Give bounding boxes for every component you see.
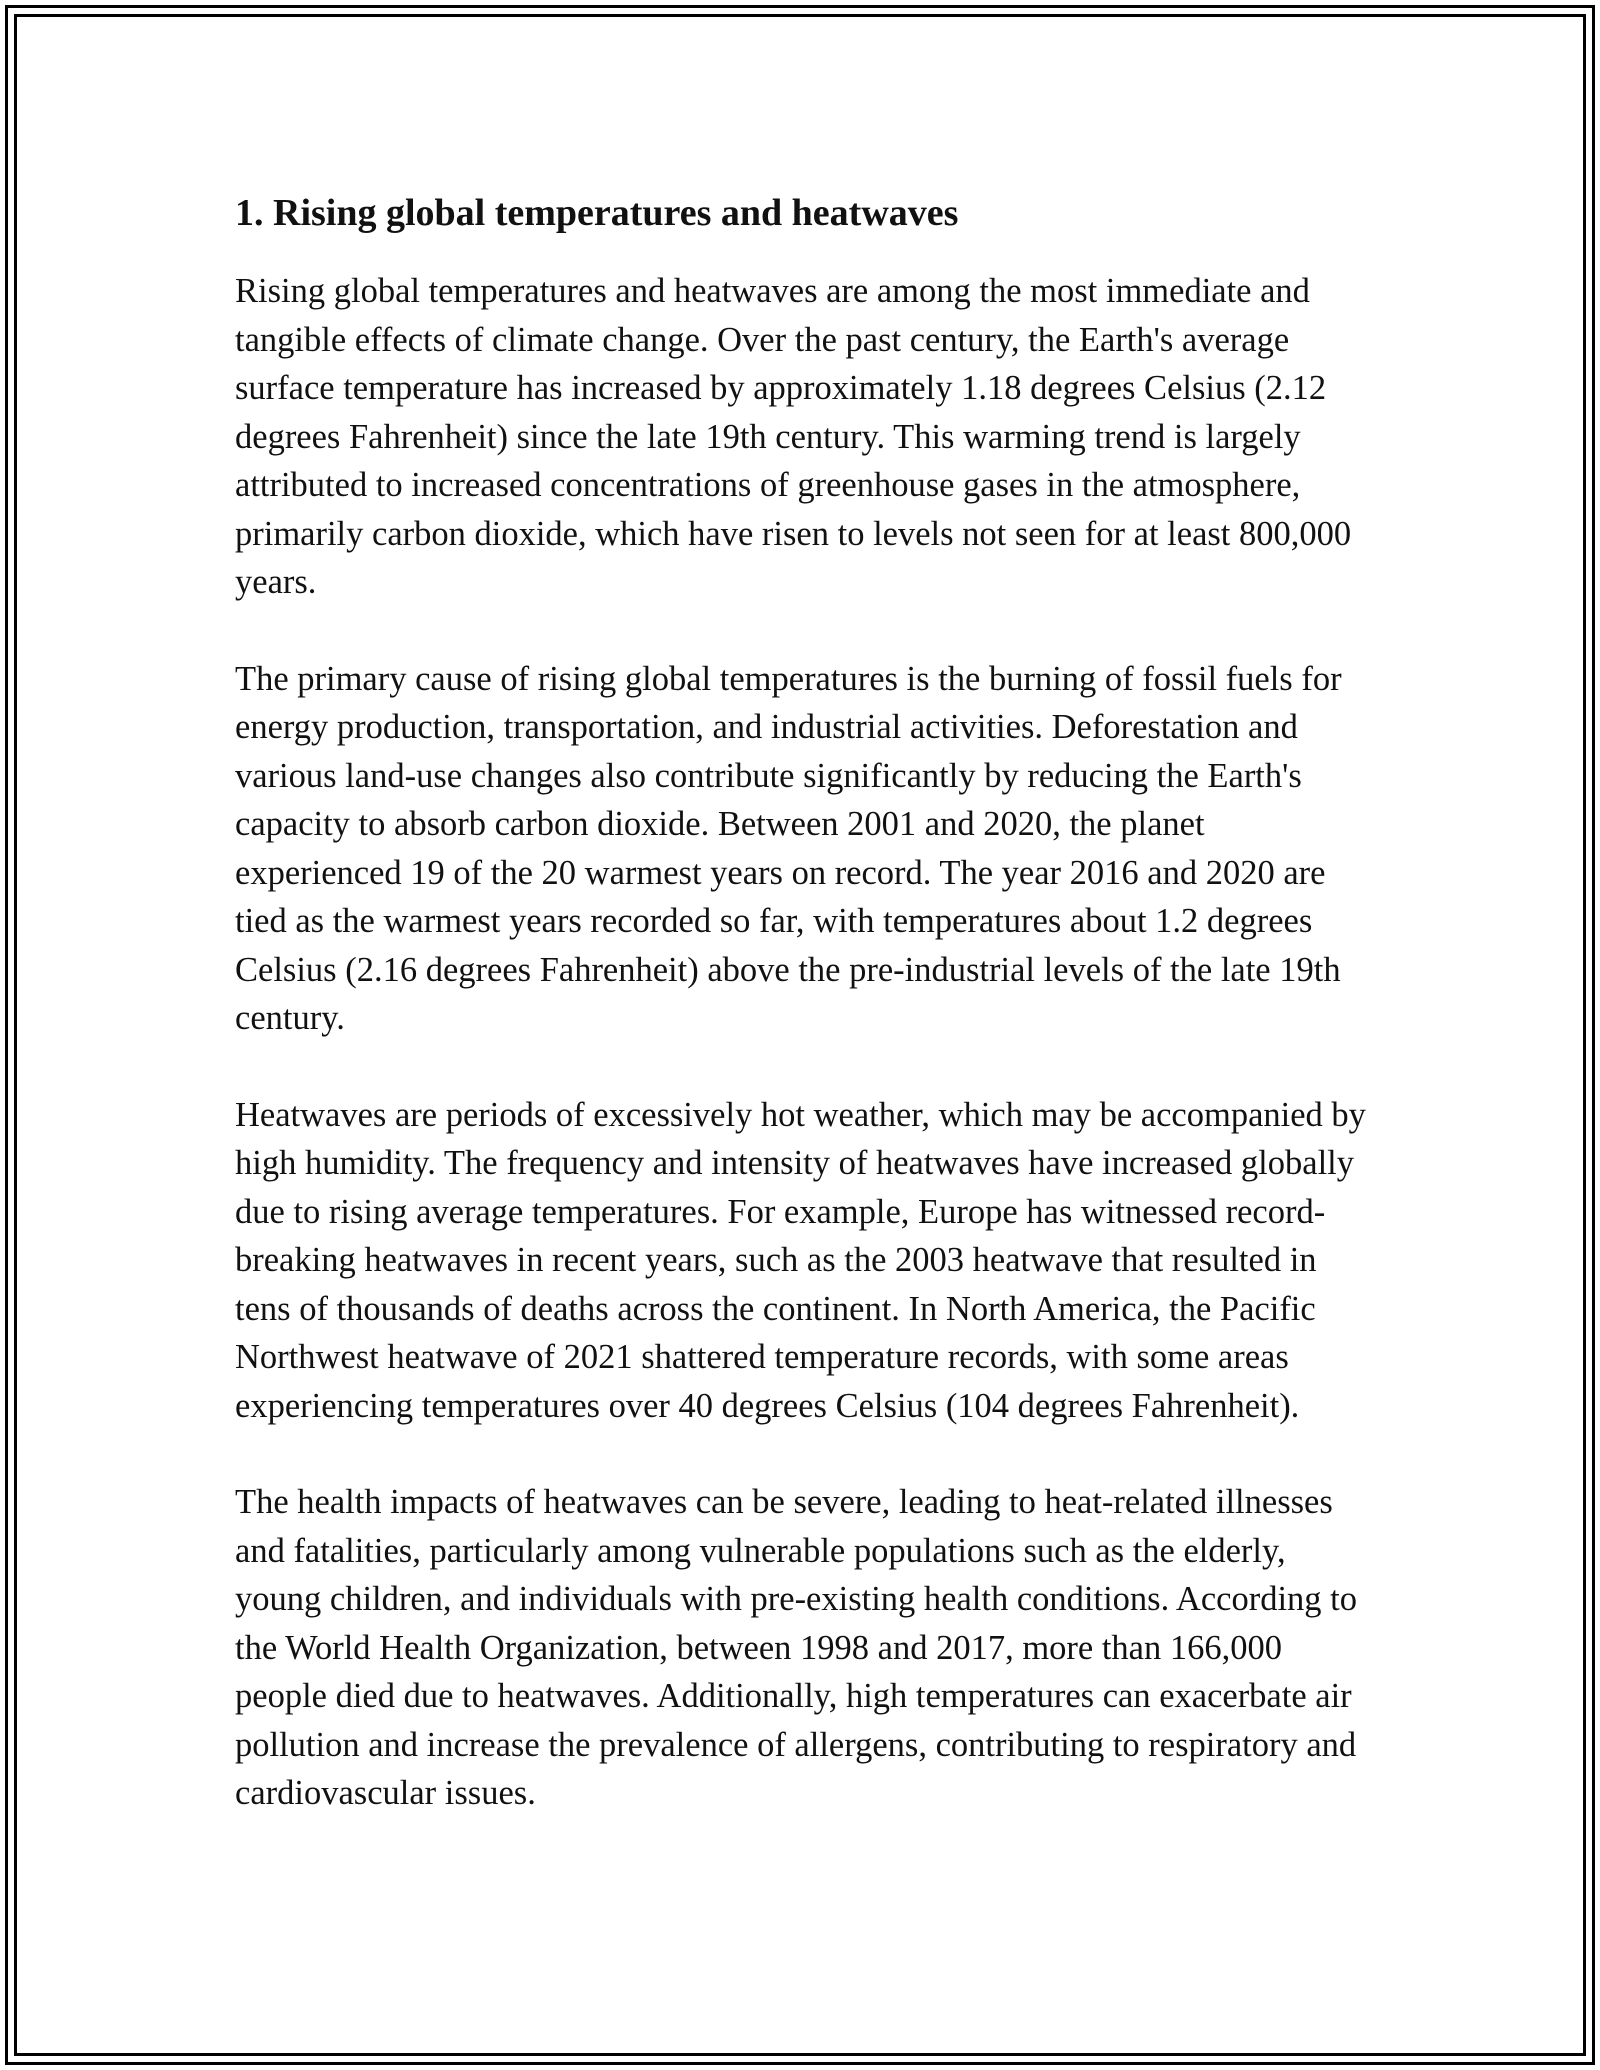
paragraph-causes: The primary cause of rising global temperatures is the burning of fossil fuels for energy production, transportation, and industrial activities. Deforestation and various land-use changes also contribute significantly by reducing the Earth's capacity to absorb carbon dioxide. Between 2001 and 2020, the planet experienced 19 of the 20 warmest years on record. The year 2016 and 2020 are tied as the warmest years recorded so far, with temperatures about 1.2 degrees Celsius (2.16 degrees Fahrenheit) above the pre-industrial levels of the late 19th century. xyxy=(235,659,1342,1037)
paragraph-health-impacts: The health impacts of heatwaves can be severe, leading to heat-related illnesses and fatalities, particularly among vulnerable populations such as the elderly, young children, and individuals with pre-existing health conditions. According to the World Health Organization, between 1998 and 2017, more than 166,000 people died due to heatwaves. Additionally, high temperatures can exacerbate air pollution and increase the prevalence of allergens, contributing to respiratory and cardiovascular issues. xyxy=(235,1483,1358,1812)
document-content xyxy=(235,185,1370,1818)
section-heading: 1. Rising global temperatures and heatwaves xyxy=(235,192,959,234)
paragraph-heatwaves: Heatwaves are periods of excessively hot weather, which may be accompanied by high humidity. The frequency and intensity of heatwaves have increased globally due to rising average temperatures. For example, Europe has witnessed record-breaking heatwaves in recent years, such as the 2003 heatwave that resulted in tens of thousands of deaths across the continent. In North America, the Pacific Northwest heatwave of 2021 shattered temperature records, with some areas experiencing temperatures over 40 degrees Celsius (104 degrees Fahrenheit). xyxy=(235,1095,1366,1425)
paragraph-intro: Rising global temperatures and heatwaves are among the most immediate and tangible effects of climate change. Over the past century, the Earth's average surface temperature has increased by approximately 1.18 degrees Celsius (2.12 degrees Fahrenheit) since the late 19th century. This warming trend is largely attributed to increased concentrations of greenhouse gases in the atmosphere, primarily carbon dioxide, which have risen to levels not seen for at least 800,000 years. xyxy=(235,272,1352,601)
